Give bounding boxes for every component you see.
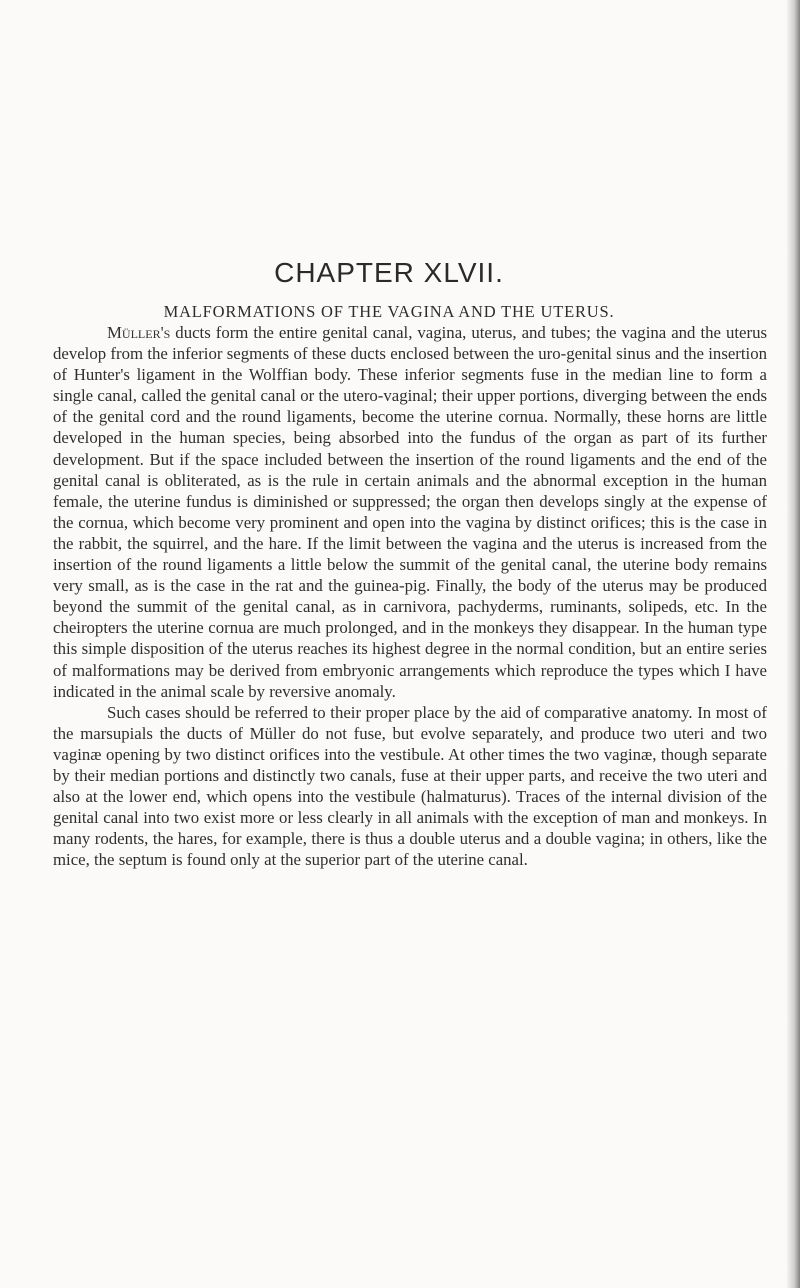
paragraph-text: ducts form the entire genital canal, vagina, uterus, and tubes; the vagina and the uterus develop from the inferior segments of these ducts enclosed between the uro-genital sinus and the insertion of Hunter's ligament in the Wolffian body. These inferior segments fuse in the median line to form a single canal, called the genital canal or the utero-vaginal; their upper portions, diverging between the ends of the genital cord and the round ligaments, become the uterine cornua. Normally, these horns are little developed in the human species, being absorbed into the fundus of the organ as part of its further development. But if the space included between the insertion of the round ligaments and the end of the genital canal is obliterated, as is the rule in certain animals and the abnormal exception in the human female, the uterine fundus is diminished or suppressed; the organ then develops singly at the expense of the cornua, which become very prominent and open into the vagina by distinct orifices; this is the case in the rabbit, the squirrel, and the hare. If the limit between the vagina and the uterus is increased from the insertion of the round ligaments a little below the summit of the genital canal, the uterine body remains very small, as is the case in the rat and the guinea-pig. Finally, the body of the uterus may be produced beyond the summit of the genital canal, as in carnivora, pachyderms, ruminants, solipeds, etc. In the cheiropters the uterine cornua are much prolonged, and in the monkeys they disappear. In the human type this simple disposition of the uterus reaches its highest degree in the normal condition, but an entire series of malformations may be derived from embryonic arrangements which reproduce the types which I have indicated in the animal scale by reversive anomaly. [53, 323, 767, 701]
chapter-subtitle: MALFORMATIONS OF THE VAGINA AND THE UTERUS. [163, 302, 615, 321]
body-text [53, 322, 767, 870]
paragraph-2 [53, 702, 767, 871]
paragraph-1 [53, 322, 767, 702]
chapter-heading: CHAPTER XLVII. [274, 257, 504, 288]
paragraph-text: Such cases should be referred to their proper place by the aid of comparative anatomy. In most of the marsupials the ducts of Müller do not fuse, but evolve separately, and produce two uteri and two vaginæ opening by two distinct orifices into the vestibule. At other times the two vaginæ, though separate by their median portions and distinctly two canals, fuse at their upper parts, and receive the two uteri and also at the lower end, which opens into the vestibule (halmaturus). Traces of the internal division of the genital canal into two exist more or less clearly in all animals with the exception of man and monkeys. In many rodents, the hares, for example, there is thus a double uterus and a double vagina; in others, like the mice, the septum is found only at the superior part of the uterine canal. [53, 702, 767, 870]
page-edge-shadow [786, 0, 800, 1288]
paragraph-lead-word: Müller's [107, 323, 171, 342]
